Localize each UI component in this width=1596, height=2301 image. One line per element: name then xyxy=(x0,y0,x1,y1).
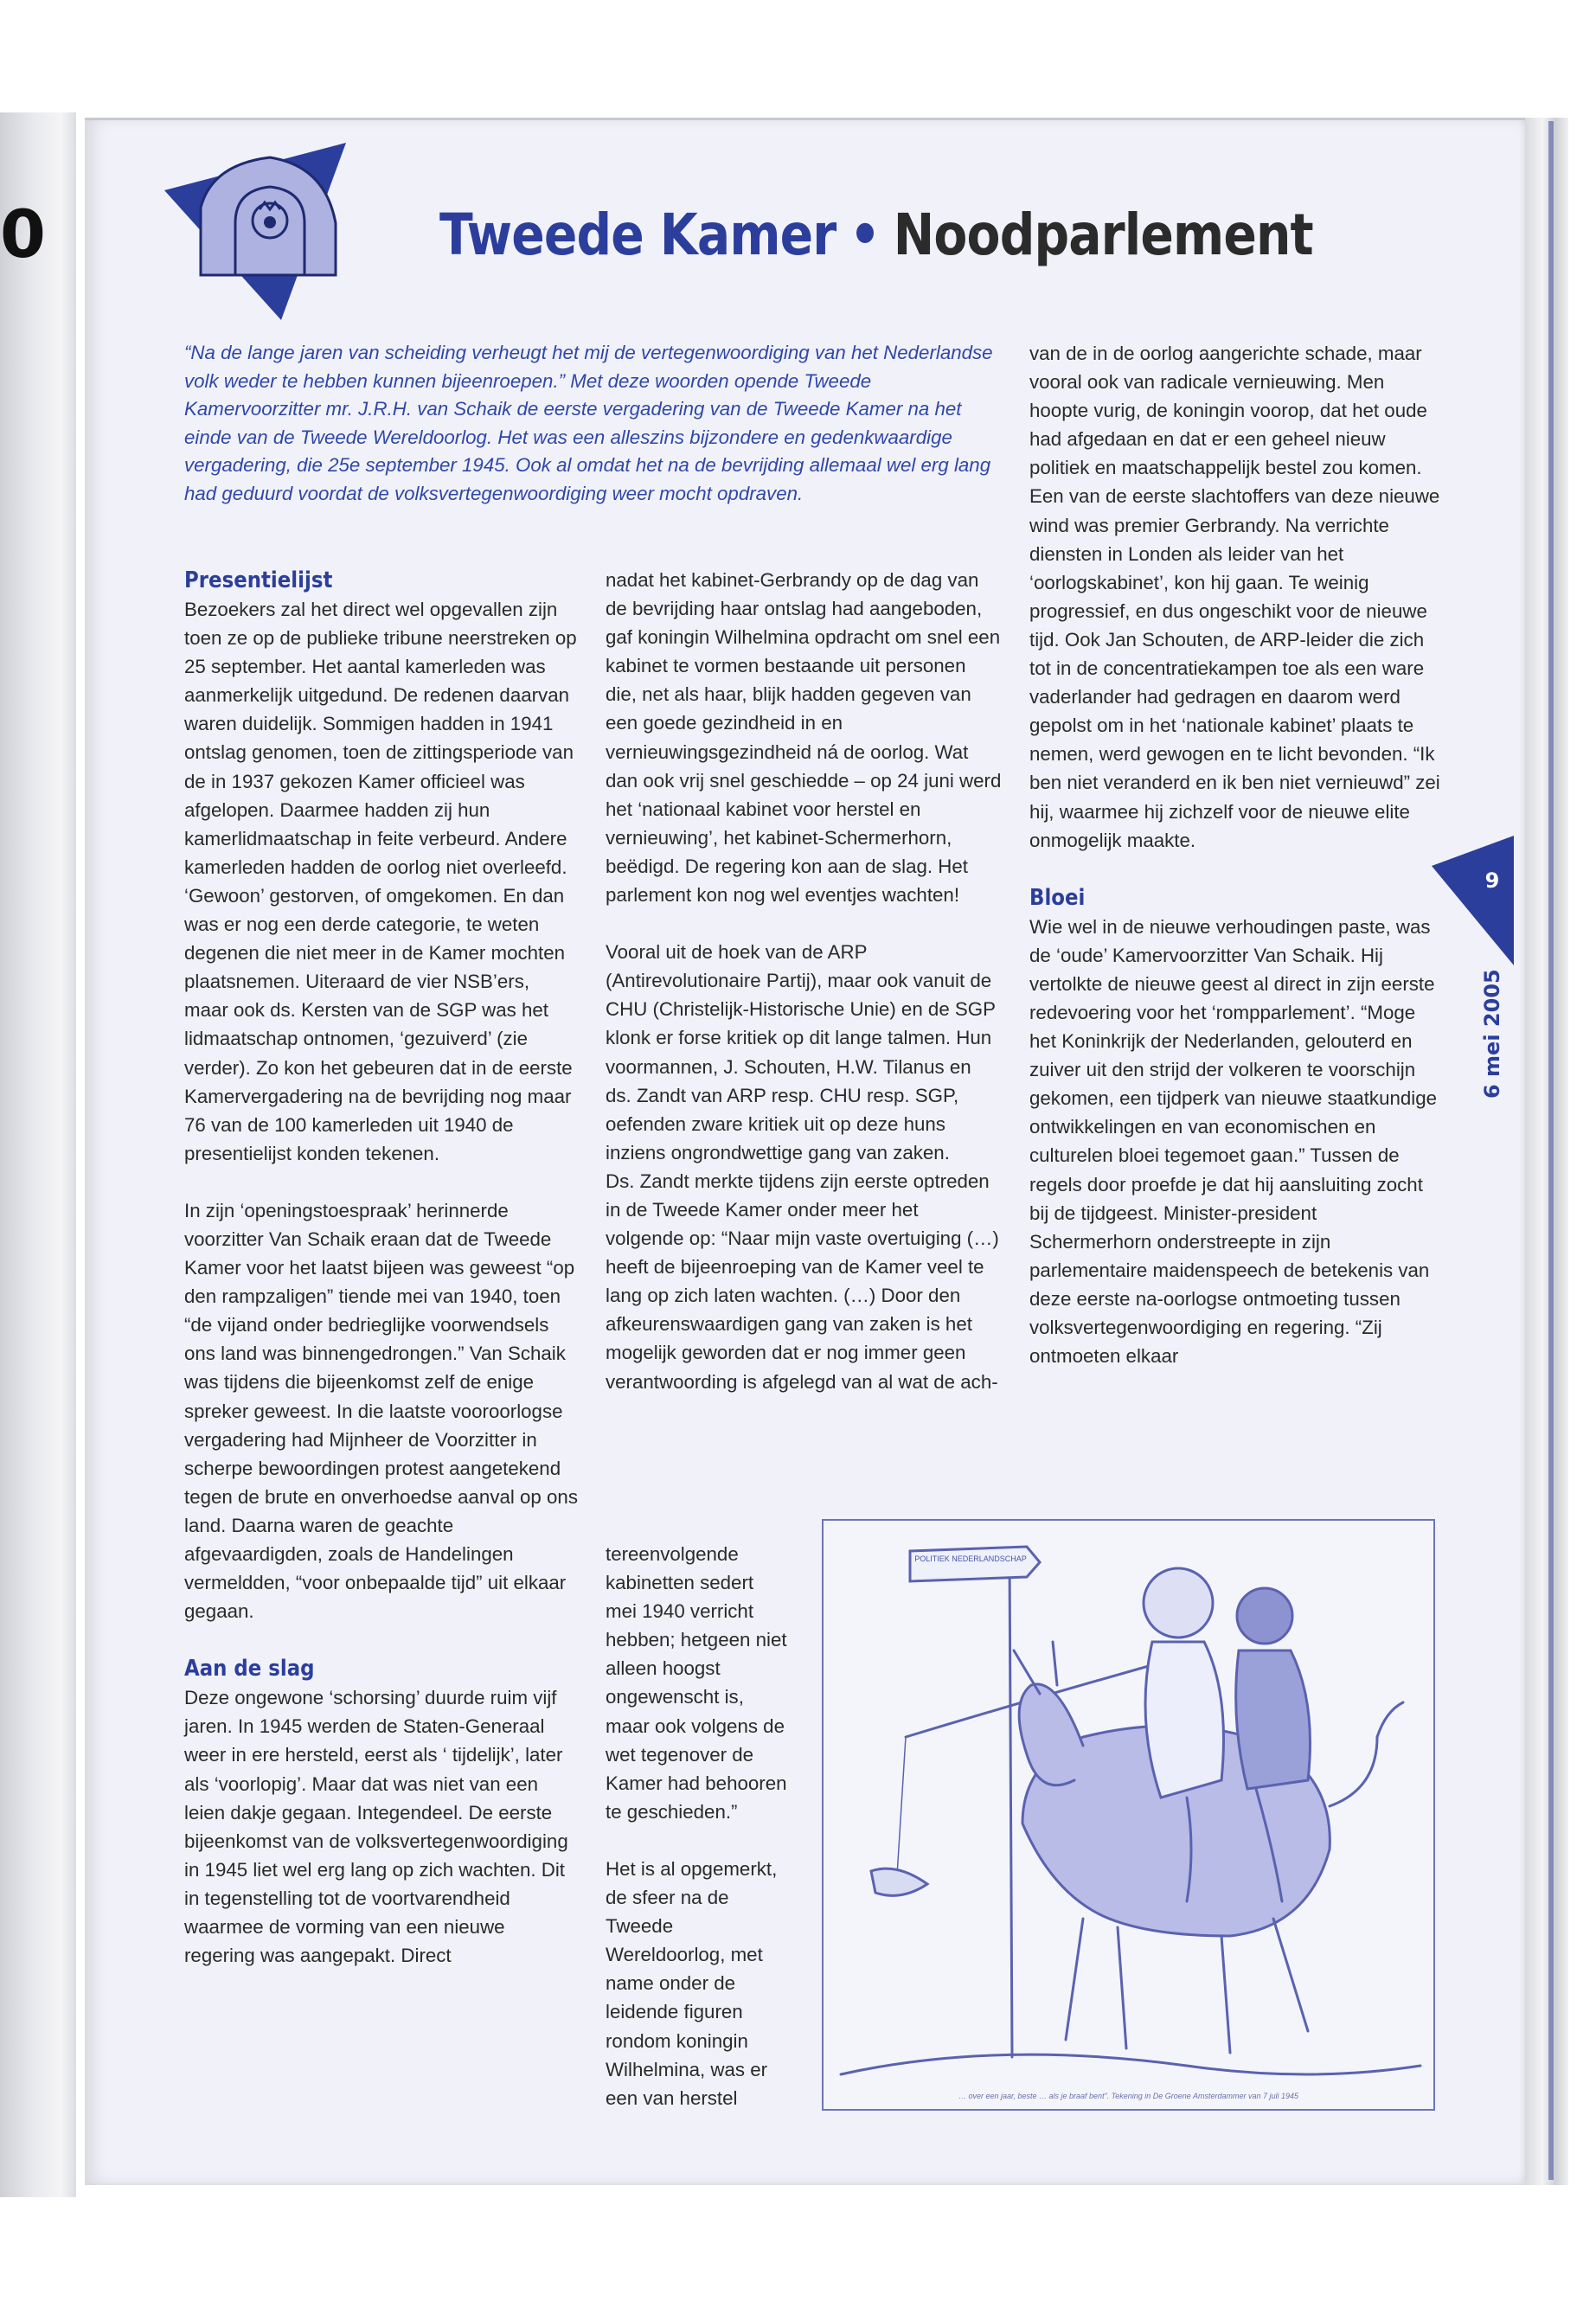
right-page-edge xyxy=(1525,118,1568,2185)
presentielijst-paragraph-1: Bezoekers zal het direct wel opgevallen zijn toen ze op de publieke tribune neerstreken op 25 september. Het aantal kamerleden was aanmerkelijk uitgedund. De redenen daarvan waren duidelijk. Sommigen hadden in 1941 ontslag genomen, toen de zittingsperiode van de in 1937 gekozen Kamer officieel was afgelopen. Daarmee hadden zij hun kamerlidmaatschap in feite verbeurd. Andere kamerleden hadden de oorlog niet overleefd. ‘Gewoon’ gestorven, of omgekomen. En dan was er nog een derde categorie, te weten degenen die niet meer in de Kamer mochten plaatsnemen. Uiteraard de vier NSB’ers, maar ook ds. Kersten van de SGP was het lidmaatschap ontnomen, ‘gezuiverd’ (zie verder). Zo kon het gebeuren dat in de eerste Kamervergadering na de bevrijding nog maar 76 van de 100 kamerleden uit 1940 de presentielijst konden tekenen. xyxy=(184,599,577,1164)
signpost-pole xyxy=(1010,1555,1012,2057)
page-tab-triangle xyxy=(1432,836,1514,965)
figure-2-body xyxy=(1236,1650,1311,1789)
presentielijst-paragraph-2: In zijn ‘openingstoespraak’ herinnerde voorzitter Van Schaik eraan dat de Tweede Kamer voor het laatst bijeen was geweest “op den rampzaligen” tiende mei van 1940, toen “de vijand onder bedrieglijke voorwendsels ons land was binnengedrongen.” Van Schaik was tijdens die bijeenkomst zelf de enige spreker geweest. In die laatste vooroorlogse vergadering had Mijnheer de Voorzitter in scherpe bewoordingen protest aangetekend tegen de brute en onverhoedse aanval op ons land. Daarna waren de geachte afgevaardigden, zoals de Handelingen vermeldden, “voor onbepaalde tijd” uit elkaar gegaan. xyxy=(184,1199,578,1623)
heading-aan-de-slag: Aan de slag xyxy=(184,1656,315,1682)
previous-page-number: 0 xyxy=(0,195,46,272)
donkey-tail xyxy=(1330,1702,1403,1806)
column-2-narrow xyxy=(606,1540,787,2112)
donkey-legs xyxy=(1066,1919,1308,2053)
column-2 xyxy=(606,566,1002,1396)
cartoon-drawing xyxy=(824,1521,1433,2109)
title-separator: • xyxy=(849,202,881,268)
heading-bloei: Bloei xyxy=(1029,884,1086,911)
figure-1-body xyxy=(1145,1642,1224,1798)
emblem-crest-center xyxy=(264,216,276,228)
page-title xyxy=(439,192,1313,279)
signpost-sign xyxy=(910,1547,1040,1581)
fishing-string xyxy=(897,1737,906,1875)
intro-paragraph: “Na de lange jaren van scheiding verheugt het mij de vertegenwoordiging van het Nederlandse volk weder te hebben kunnen bijeenroepen.” Met deze woorden opende Tweede Kamervoorzitter mr. J.R.H. van Schaik de eerste vergadering van de Tweede Kamer na het einde van de Tweede Wereldoorlog. Het was een alleszins bijzondere en gedenkwaardige vergadering, die 25e september 1945. Ook al omdat het na de bevrijding allemaal wel erg lang had geduurd voordat de volksvertegenwoordiging weer mocht opdraven. xyxy=(184,342,993,504)
figure-2-head xyxy=(1237,1588,1292,1644)
ground-line xyxy=(841,2054,1420,2074)
column-2-paragraph-3: Ds. Zandt merkte tijdens zijn eerste optreden in de Tweede Kamer onder meer het volgende op: “Naar mijn vaste overtuiging (…) heeft de bijeenroeping van de Kamer veel te lang op zich laten wachten. (…) Door den afkeurenswaardigen gang van zaken is het mogelijk geworden dat er nog immer geen verantwoording is afgelegd van al wat de ach- xyxy=(606,1170,999,1393)
page-top-edge xyxy=(85,118,1525,120)
cartoon-caption: … over een jaar, beste … als je braaf bent”. Tekening in De Groene Amsterdammer van 7 juli 1945 xyxy=(958,2092,1299,2100)
column-1 xyxy=(184,566,578,1970)
column-3 xyxy=(1029,339,1440,1370)
column-3-paragraph-1: van de in de oorlog aangerichte schade, maar vooral ook van radicale vernieuwing. Men hoopte vurig, de koningin voorop, dat het oude had afgedaan en dat er een geheel nieuw politiek en maatschappelijk bestel zou komen. Een van de eerste slachtoffers van deze nieuwe wind was premier Gerbrandy. Na verrichte diensten in Londen als leider van het ‘oorlogskabinet’, kon hij gaan. Te weinig progressief, en dus ongeschikt voor de nieuwe tijd. Ook Jan Schouten, de ARP-leider die zich tot in de concentratiekampen toe als een ware vaderlander had gedragen en daarom werd gepolst om in het ‘nationale kabinet’ plaats te nemen, werd gewogen en te licht bevonden. “Ik ben niet veranderd en ik ben niet vernieuwd” zei hij, waarmee hij zichzelf voor de nieuwe elite onmogelijk maakte. xyxy=(1029,343,1440,851)
issue-date: 6 mei 2005 xyxy=(1480,969,1504,1099)
title-part-2: Noodparlement xyxy=(893,202,1313,268)
page-number-tab xyxy=(1432,836,1518,965)
column-2-paragraph-5: Het is al opgemerkt, de sfeer na de Tweede Wereldoorlog, met name onder de leidende figuren rondom koningin Wilhelmina, was er een van herstel xyxy=(606,1857,778,2109)
heading-presentielijst: Presentielijst xyxy=(184,567,333,593)
figure-1-head xyxy=(1144,1568,1213,1638)
donkey-ears xyxy=(1014,1642,1057,1694)
left-page-edge xyxy=(0,112,76,2197)
aan-de-slag-paragraph-1: Deze ongewone ‘schorsing’ duurde ruim vijf jaren. In 1945 werden de Staten-Generaal weer in ere hersteld, eerst als ‘ tijdelijk’, later als ‘voorlopig’. Maar dat was niet van een leien dakje gegaan. Integendeel. De eerste bijeenkomst van de volksvertegenwoordiging in 1945 liet wel erg lang op zich wachten. Dit in tegenstelling tot de voortvarendheid waarmee de vorming van een nieuwe regering was aangepakt. Direct xyxy=(184,1687,568,1967)
parliament-emblem-icon xyxy=(156,130,363,329)
page-number: 9 xyxy=(1484,868,1500,893)
column-2-paragraph-4: tereenvolgende kabinetten sedert mei 1940 verricht hebben; hetgeen niet alleen hoogst ongewenscht is, maar ook volgens de wet tegenover de Kamer had behooren te geschieden.” xyxy=(606,1543,787,1823)
donkey-head xyxy=(1019,1684,1083,1785)
cartoon-illustration xyxy=(822,1519,1435,2111)
title-part-1: Tweede Kamer xyxy=(439,202,836,268)
column-2-paragraph-2: Vooral uit de hoek van de ARP (Antirevolutionaire Partij), maar ook vanuit de CHU (Christelijk-Historische Unie) en de SGP klonk er forse kritiek op dit lange talmen. Hun voormannen, J. Schouten, H.W. Tilanus en ds. Zandt van ARP resp. CHU resp. SGP, oefenden zware kritiek uit op deze huns inziens ongrondwettige gang van zaken. xyxy=(606,941,996,1163)
bloei-paragraph-1: Wie wel in de nieuwe verhoudingen paste, was de ‘oude’ Kamervoorzitter Van Schaik. Hij vertolkte de nieuwe geest al direct in zijn eerste redevoering voor het ‘rompparlement’. “Moge het Koninkrijk der Nederlanden, gelouterd en zuiver uit den strijd der volkeren te voorschijn gekomen, een tijdperk van nieuwe staatkundige ontwikkelingen en van economischen en culturelen bloei tegemoet gaan.” Tussen de regels door proefde je dat hij aansluiting zocht bij de tijdgeest. Minister-president Schermerhorn onderstreepte in zijn parlementaire maidenspeech de betekenis van deze eerste na-oorlogse ontmoeting tussen volksvertegenwoordiging en regering. “Zij ontmoeten elkaar xyxy=(1029,915,1438,1368)
carrot xyxy=(871,1868,927,1895)
column-2-paragraph-1: nadat het kabinet-Gerbrandy op de dag van de bevrijding haar ontslag had aangeboden, gaf koningin Wilhelmina opdracht om snel een kabinet te vormen bestaande uit personen die, net als haar, blijk hadden gegeven van een goede gezindheid in en vernieuwingsgezindheid ná de oorlog. Wat dan ook vrij snel geschiedde – op 24 juni werd het ‘nationaal kabinet voor herstel en vernieuwing’, het kabinet-Schermerhorn, beëdigd. De regering kon aan de slag. Het parlement kon nog wel eventjes wachten! xyxy=(606,569,1002,907)
sign-text: POLITIEK NEDERLANDSCHAP xyxy=(914,1554,1027,1563)
spine-stripe xyxy=(1548,121,1554,2180)
